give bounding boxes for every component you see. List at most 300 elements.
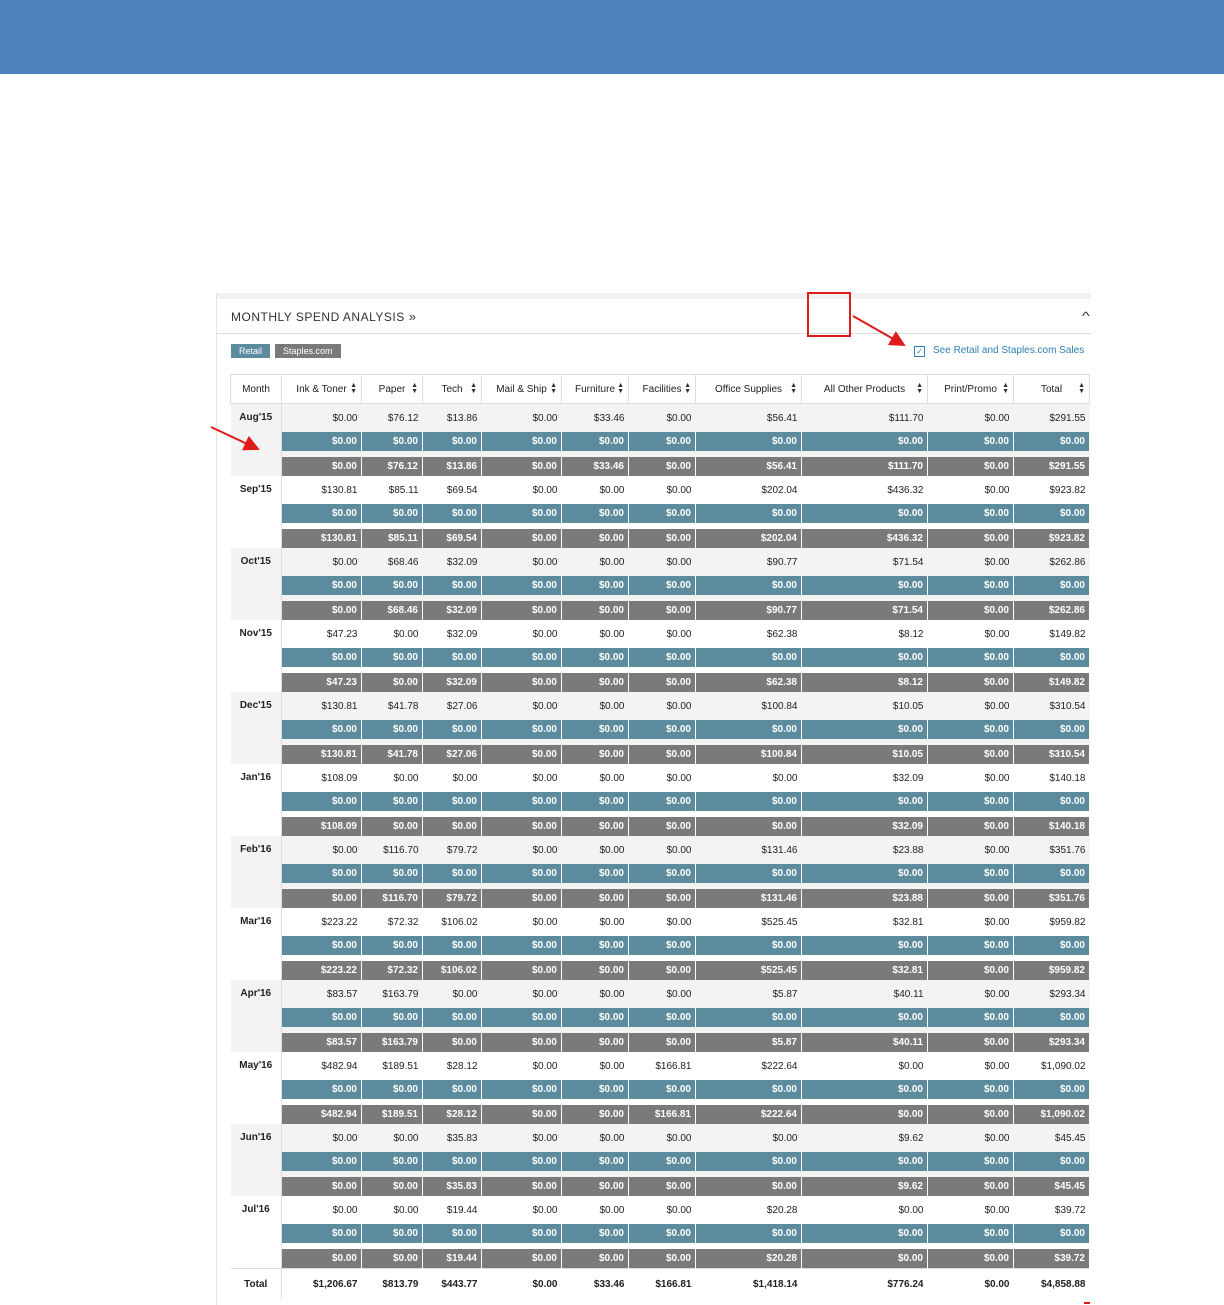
month-label: Sep'15 (231, 476, 282, 548)
column-header[interactable] (802, 375, 928, 404)
value-cell: $0.00 (423, 1152, 482, 1171)
sort-icon[interactable]: ▲ ▼ (1078, 382, 1085, 395)
value-cell: $0.00 (696, 1224, 802, 1243)
value-cell: $10.05 (802, 692, 928, 720)
month-label: Mar'16 (231, 908, 282, 980)
value-cell: $79.72 (423, 889, 482, 908)
value-cell: $1,090.02 (1014, 1105, 1090, 1124)
sort-icon[interactable]: ▲ ▼ (684, 382, 691, 395)
grand-total-label: Total (231, 1269, 282, 1300)
value-cell: $0.00 (562, 648, 629, 667)
value-cell: $0.00 (629, 620, 696, 648)
value-cell: $0.00 (928, 601, 1014, 620)
column-header[interactable] (928, 375, 1014, 404)
value-cell: $0.00 (282, 548, 362, 576)
value-cell: $40.11 (802, 1033, 928, 1052)
staples-row (231, 504, 1090, 523)
value-cell: $27.06 (423, 692, 482, 720)
value-cell: $0.00 (629, 817, 696, 836)
top-banner (0, 0, 1224, 74)
value-cell: $41.78 (362, 692, 423, 720)
value-cell: $0.00 (802, 720, 928, 739)
value-cell: $0.00 (282, 1177, 362, 1196)
column-header-label: Furniture (574, 383, 615, 395)
value-cell: $23.88 (802, 889, 928, 908)
value-cell: $0.00 (802, 648, 928, 667)
value-cell: $19.44 (423, 1249, 482, 1269)
staples-row (231, 1152, 1090, 1171)
value-cell: $0.00 (282, 432, 362, 451)
value-cell: $0.00 (802, 576, 928, 595)
value-cell: $0.00 (629, 792, 696, 811)
value-cell: $0.00 (928, 1008, 1014, 1027)
value-cell: $0.00 (928, 529, 1014, 548)
value-cell: $0.00 (696, 648, 802, 667)
month-total-row (231, 1033, 1090, 1052)
value-cell: $68.46 (362, 601, 423, 620)
value-cell: $0.00 (802, 432, 928, 451)
value-cell: $0.00 (562, 476, 629, 504)
value-cell: $0.00 (696, 576, 802, 595)
value-cell: $71.54 (802, 601, 928, 620)
value-cell: $0.00 (928, 889, 1014, 908)
staples-row (231, 720, 1090, 739)
sort-icon[interactable]: ▲ ▼ (350, 382, 357, 395)
value-cell: $0.00 (629, 1249, 696, 1269)
value-cell: $0.00 (696, 1124, 802, 1152)
value-cell: $163.79 (362, 980, 423, 1008)
value-cell: $8.12 (802, 673, 928, 692)
value-cell: $62.38 (696, 620, 802, 648)
column-header-label: Month (242, 383, 270, 395)
value-cell: $0.00 (562, 504, 629, 523)
value-cell: $959.82 (1014, 908, 1090, 936)
value-cell: $0.00 (482, 1052, 562, 1080)
value-cell: $0.00 (1014, 432, 1090, 451)
month-total-row (231, 1105, 1090, 1124)
value-cell: $0.00 (696, 817, 802, 836)
value-cell: $189.51 (362, 1105, 423, 1124)
value-cell: $0.00 (696, 1008, 802, 1027)
value-cell: $79.72 (423, 836, 482, 864)
value-cell: $0.00 (928, 576, 1014, 595)
value-cell: $0.00 (362, 1008, 423, 1027)
value-cell: $85.11 (362, 529, 423, 548)
value-cell: $0.00 (928, 457, 1014, 476)
value-cell: $0.00 (928, 1105, 1014, 1124)
value-cell: $0.00 (629, 548, 696, 576)
staples-row (231, 792, 1090, 811)
value-cell: $0.00 (482, 648, 562, 667)
value-cell: $0.00 (423, 864, 482, 883)
spend-table (230, 374, 1090, 1299)
retail-row (231, 1052, 1090, 1080)
value-cell: $0.00 (482, 432, 562, 451)
month-label: May'16 (231, 1052, 282, 1124)
value-cell: $83.57 (282, 1033, 362, 1052)
value-cell: $68.46 (362, 548, 423, 576)
value-cell: $0.00 (362, 648, 423, 667)
value-cell: $0.00 (562, 529, 629, 548)
value-cell: $223.22 (282, 961, 362, 980)
value-cell: $0.00 (282, 576, 362, 595)
value-cell: $0.00 (423, 817, 482, 836)
month-label: Apr'16 (231, 980, 282, 1052)
value-cell: $0.00 (562, 1105, 629, 1124)
value-cell: $0.00 (482, 1080, 562, 1099)
column-header[interactable] (423, 375, 482, 404)
value-cell: $0.00 (629, 404, 696, 433)
value-cell: $223.22 (282, 908, 362, 936)
value-cell: $0.00 (482, 889, 562, 908)
value-cell: $130.81 (282, 745, 362, 764)
value-cell: $0.00 (562, 745, 629, 764)
value-cell: $0.00 (482, 764, 562, 792)
month-label: Jun'16 (231, 1124, 282, 1196)
value-cell: $0.00 (562, 936, 629, 955)
value-cell: $222.64 (696, 1105, 802, 1124)
value-cell: $0.00 (802, 1080, 928, 1099)
value-cell: $0.00 (928, 1224, 1014, 1243)
value-cell: $28.12 (423, 1105, 482, 1124)
value-cell: $0.00 (629, 1196, 696, 1224)
value-cell: $189.51 (362, 1052, 423, 1080)
sort-icon[interactable]: ▲ ▼ (411, 382, 418, 395)
value-cell: $0.00 (629, 908, 696, 936)
value-cell: $0.00 (629, 961, 696, 980)
value-cell: $39.72 (1014, 1249, 1090, 1269)
value-cell: $47.23 (282, 620, 362, 648)
value-cell: $0.00 (282, 864, 362, 883)
column-header[interactable] (282, 375, 362, 404)
month-total-row (231, 889, 1090, 908)
value-cell: $0.00 (482, 476, 562, 504)
value-cell: $0.00 (629, 1224, 696, 1243)
value-cell: $0.00 (629, 720, 696, 739)
value-cell: $0.00 (928, 1124, 1014, 1152)
value-cell: $0.00 (562, 1196, 629, 1224)
value-cell: $0.00 (423, 1033, 482, 1052)
value-cell: $100.84 (696, 745, 802, 764)
value-cell: $39.72 (1014, 1196, 1090, 1224)
value-cell: $0.00 (629, 1033, 696, 1052)
value-cell: $0.00 (1014, 1152, 1090, 1171)
value-cell: $0.00 (1014, 936, 1090, 955)
value-cell: $0.00 (629, 764, 696, 792)
sort-icon[interactable]: ▲ ▼ (1002, 382, 1009, 395)
value-cell: $0.00 (802, 504, 928, 523)
value-cell: $0.00 (423, 432, 482, 451)
value-cell: $525.45 (696, 961, 802, 980)
value-cell: $351.76 (1014, 889, 1090, 908)
value-cell: $0.00 (802, 936, 928, 955)
value-cell: $0.00 (562, 620, 629, 648)
retail-row (231, 836, 1090, 864)
value-cell: $0.00 (1014, 864, 1090, 883)
column-header-label: Facilities (642, 383, 682, 395)
value-cell: $0.00 (423, 936, 482, 955)
retail-row (231, 548, 1090, 576)
column-header-label: Print/Promo (944, 383, 997, 395)
value-cell: $0.00 (482, 673, 562, 692)
value-cell: $0.00 (482, 836, 562, 864)
value-cell: $525.45 (696, 908, 802, 936)
value-cell: $0.00 (482, 1152, 562, 1171)
value-cell: $0.00 (802, 1152, 928, 1171)
value-cell: $0.00 (629, 576, 696, 595)
value-cell: $0.00 (629, 432, 696, 451)
value-cell: $13.86 (423, 404, 482, 433)
value-cell: $0.00 (482, 864, 562, 883)
sort-icon[interactable]: ▲ ▼ (790, 382, 797, 395)
value-cell: $0.00 (423, 1008, 482, 1027)
sort-icon[interactable]: ▲ ▼ (617, 382, 624, 395)
value-cell: $436.32 (802, 529, 928, 548)
value-cell: $76.12 (362, 404, 423, 433)
see-both-checkbox[interactable]: ✓ (914, 346, 925, 357)
value-cell: $0.00 (928, 936, 1014, 955)
month-label: Aug'15 (231, 404, 282, 477)
value-cell: $90.77 (696, 548, 802, 576)
retail-row (231, 1124, 1090, 1152)
value-cell: $0.00 (362, 1224, 423, 1243)
retail-row (231, 1196, 1090, 1224)
value-cell: $0.00 (928, 1052, 1014, 1080)
value-cell: $0.00 (928, 620, 1014, 648)
value-cell: $0.00 (928, 548, 1014, 576)
value-cell: $106.02 (423, 961, 482, 980)
value-cell: $0.00 (362, 1152, 423, 1171)
value-cell: $0.00 (482, 961, 562, 980)
value-cell: $0.00 (282, 889, 362, 908)
value-cell: $0.00 (282, 792, 362, 811)
value-cell: $9.62 (802, 1124, 928, 1152)
sort-icon[interactable]: ▲ ▼ (550, 382, 557, 395)
retail-row (231, 908, 1090, 936)
value-cell: $56.41 (696, 404, 802, 433)
value-cell: $0.00 (482, 980, 562, 1008)
value-cell: $202.04 (696, 476, 802, 504)
value-cell: $0.00 (282, 1152, 362, 1171)
grand-total-cell: $776.24 (802, 1269, 928, 1300)
grand-total-cell: $33.46 (562, 1269, 629, 1300)
value-cell: $0.00 (362, 1177, 423, 1196)
value-cell: $0.00 (482, 404, 562, 433)
value-cell: $0.00 (423, 504, 482, 523)
value-cell: $0.00 (562, 1224, 629, 1243)
value-cell: $0.00 (928, 1080, 1014, 1099)
month-total-row (231, 529, 1090, 548)
grand-total-cell: $4,858.88 (1014, 1269, 1090, 1300)
value-cell: $100.84 (696, 692, 802, 720)
staples-row (231, 432, 1090, 451)
table-body (231, 404, 1090, 1300)
value-cell: $163.79 (362, 1033, 423, 1052)
value-cell: $0.00 (629, 648, 696, 667)
value-cell: $0.00 (802, 1196, 928, 1224)
value-cell: $0.00 (629, 980, 696, 1008)
see-both-label[interactable]: See Retail and Staples.com Sales (933, 345, 1085, 356)
value-cell: $41.78 (362, 745, 423, 764)
value-cell: $0.00 (629, 1080, 696, 1099)
collapse-chevron-icon[interactable]: ^ (1082, 309, 1091, 323)
value-cell: $293.34 (1014, 1033, 1090, 1052)
value-cell: $35.83 (423, 1177, 482, 1196)
value-cell: $85.11 (362, 476, 423, 504)
value-cell: $116.70 (362, 889, 423, 908)
value-cell: $0.00 (423, 764, 482, 792)
value-cell: $111.70 (802, 457, 928, 476)
value-cell: $20.28 (696, 1196, 802, 1224)
value-cell: $0.00 (282, 1008, 362, 1027)
value-cell: $0.00 (928, 961, 1014, 980)
value-cell: $262.86 (1014, 548, 1090, 576)
value-cell: $45.45 (1014, 1177, 1090, 1196)
value-cell: $0.00 (282, 936, 362, 955)
value-cell: $1,090.02 (1014, 1052, 1090, 1080)
value-cell: $0.00 (629, 936, 696, 955)
legend-tag-staples: Staples.com (275, 344, 341, 358)
value-cell: $959.82 (1014, 961, 1090, 980)
value-cell: $32.09 (423, 673, 482, 692)
value-cell: $108.09 (282, 817, 362, 836)
value-cell: $5.87 (696, 1033, 802, 1052)
value-cell: $0.00 (482, 1008, 562, 1027)
value-cell: $0.00 (282, 457, 362, 476)
value-cell: $0.00 (562, 1152, 629, 1171)
value-cell: $0.00 (928, 692, 1014, 720)
value-cell: $0.00 (802, 1105, 928, 1124)
sort-icon[interactable]: ▲ ▼ (916, 382, 923, 395)
staples-row (231, 576, 1090, 595)
value-cell: $45.45 (1014, 1124, 1090, 1152)
month-total-row (231, 1249, 1090, 1269)
sort-icon[interactable]: ▲ ▼ (470, 382, 477, 395)
value-cell: $0.00 (562, 980, 629, 1008)
value-cell: $0.00 (282, 601, 362, 620)
value-cell: $0.00 (423, 648, 482, 667)
value-cell: $0.00 (1014, 504, 1090, 523)
grand-total-cell: $443.77 (423, 1269, 482, 1300)
value-cell: $0.00 (482, 817, 562, 836)
staples-row (231, 1224, 1090, 1243)
value-cell: $0.00 (562, 864, 629, 883)
value-cell: $32.81 (802, 908, 928, 936)
value-cell: $76.12 (362, 457, 423, 476)
value-cell: $0.00 (696, 936, 802, 955)
value-cell: $0.00 (562, 576, 629, 595)
value-cell: $0.00 (1014, 648, 1090, 667)
value-cell: $0.00 (928, 745, 1014, 764)
column-header[interactable] (362, 375, 423, 404)
value-cell: $0.00 (928, 908, 1014, 936)
value-cell: $0.00 (629, 692, 696, 720)
value-cell: $149.82 (1014, 673, 1090, 692)
value-cell: $0.00 (562, 692, 629, 720)
value-cell: $130.81 (282, 529, 362, 548)
value-cell: $0.00 (928, 673, 1014, 692)
column-header[interactable] (629, 375, 696, 404)
table-header (231, 375, 1090, 404)
staples-row (231, 648, 1090, 667)
value-cell: $0.00 (562, 961, 629, 980)
value-cell: $0.00 (629, 745, 696, 764)
value-cell: $0.00 (928, 1033, 1014, 1052)
value-cell: $291.55 (1014, 457, 1090, 476)
value-cell: $23.88 (802, 836, 928, 864)
value-cell: $0.00 (928, 1196, 1014, 1224)
column-header[interactable] (482, 375, 562, 404)
value-cell: $0.00 (928, 720, 1014, 739)
value-cell: $0.00 (802, 864, 928, 883)
grand-total-cell: $0.00 (482, 1269, 562, 1300)
value-cell: $62.38 (696, 673, 802, 692)
retail-row (231, 476, 1090, 504)
value-cell: $0.00 (629, 476, 696, 504)
value-cell: $0.00 (423, 576, 482, 595)
value-cell: $0.00 (802, 1052, 928, 1080)
value-cell: $0.00 (1014, 576, 1090, 595)
value-cell: $72.32 (362, 908, 423, 936)
column-header-label: Office Supplies (714, 383, 783, 395)
value-cell: $222.64 (696, 1052, 802, 1080)
month-label: Dec'15 (231, 692, 282, 764)
value-cell: $351.76 (1014, 836, 1090, 864)
value-cell: $436.32 (802, 476, 928, 504)
value-cell: $0.00 (1014, 1008, 1090, 1027)
value-cell: $262.86 (1014, 601, 1090, 620)
value-cell: $0.00 (562, 1052, 629, 1080)
value-cell: $0.00 (1014, 1080, 1090, 1099)
value-cell: $923.82 (1014, 476, 1090, 504)
column-header[interactable] (1014, 375, 1090, 404)
value-cell: $8.12 (802, 620, 928, 648)
value-cell: $90.77 (696, 601, 802, 620)
month-label: Nov'15 (231, 620, 282, 692)
value-cell: $83.57 (282, 980, 362, 1008)
value-cell: $0.00 (562, 1033, 629, 1052)
value-cell: $19.44 (423, 1196, 482, 1224)
retail-row (231, 764, 1090, 792)
value-cell: $0.00 (562, 548, 629, 576)
value-cell: $0.00 (362, 504, 423, 523)
value-cell: $0.00 (562, 1008, 629, 1027)
month-total-row (231, 457, 1090, 476)
value-cell: $0.00 (482, 529, 562, 548)
value-cell: $0.00 (282, 404, 362, 433)
value-cell: $0.00 (482, 1033, 562, 1052)
value-cell: $13.86 (423, 457, 482, 476)
value-cell: $40.11 (802, 980, 928, 1008)
value-cell: $32.81 (802, 961, 928, 980)
column-header[interactable] (696, 375, 802, 404)
value-cell: $0.00 (482, 792, 562, 811)
grand-total-cell: $0.00 (928, 1269, 1014, 1300)
month-total-row (231, 961, 1090, 980)
value-cell: $130.81 (282, 692, 362, 720)
value-cell: $0.00 (562, 673, 629, 692)
value-cell: $0.00 (362, 764, 423, 792)
panel-title-link[interactable] (231, 309, 416, 324)
retail-row (231, 404, 1090, 433)
value-cell: $131.46 (696, 836, 802, 864)
value-cell: $482.94 (282, 1105, 362, 1124)
value-cell: $0.00 (482, 1249, 562, 1269)
value-cell: $0.00 (282, 1124, 362, 1152)
value-cell: $9.62 (802, 1177, 928, 1196)
value-cell: $0.00 (282, 504, 362, 523)
column-header[interactable] (562, 375, 629, 404)
